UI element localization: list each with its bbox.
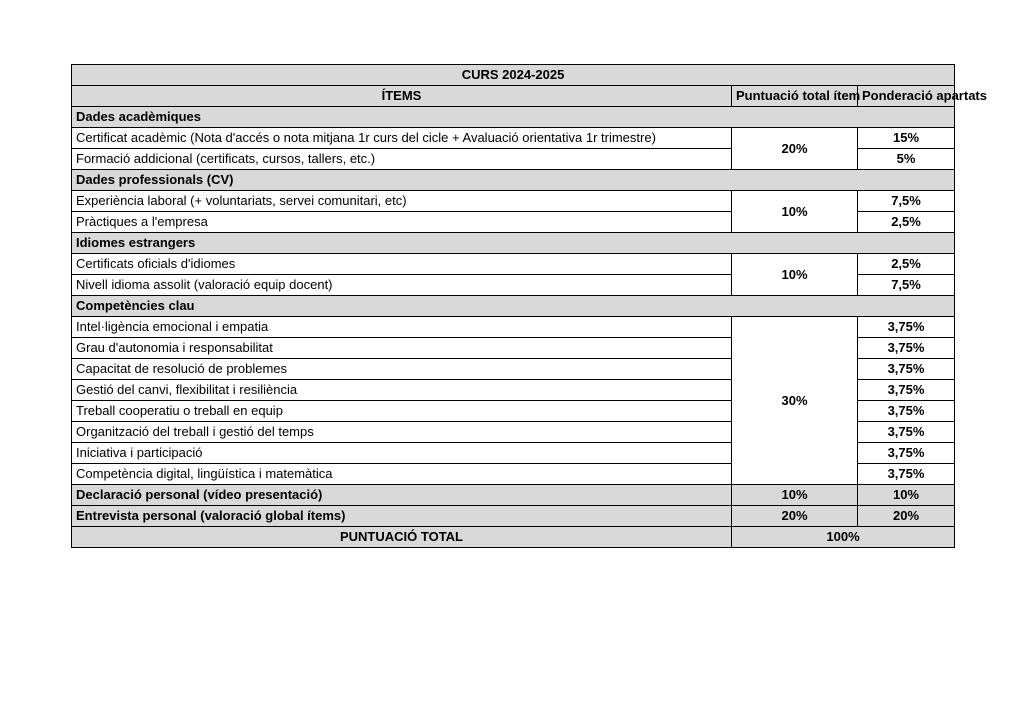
item-weight: 3,75%: [858, 359, 955, 380]
item-label: Certificats oficials d'idiomes: [72, 254, 732, 275]
section-total: 10%: [732, 254, 858, 296]
footer-label: PUNTUACIÓ TOTAL: [72, 527, 732, 548]
footer-row: [72, 527, 955, 548]
item-weight: 2,5%: [858, 212, 955, 233]
item-label: Formació addicional (certificats, cursos, tallers, etc.): [72, 149, 732, 170]
item-label: Competència digital, lingüística i matemàtica: [72, 464, 732, 485]
section-title: Dades acadèmiques: [72, 107, 955, 128]
item-weight: 3,75%: [858, 422, 955, 443]
header-total-score: Puntuació total ítem: [732, 86, 858, 107]
extra-row: [72, 485, 955, 506]
course-title: CURS 2024-2025: [72, 65, 955, 86]
item-weight: 3,75%: [858, 380, 955, 401]
item-label: Capacitat de resolució de problemes: [72, 359, 732, 380]
table-row: [72, 317, 955, 338]
table-row: [72, 254, 955, 275]
header-weighting: Ponderació apartats: [858, 86, 955, 107]
item-weight: 5%: [858, 149, 955, 170]
section-total: 20%: [732, 128, 858, 170]
item-weight: 3,75%: [858, 464, 955, 485]
table-row: [72, 191, 955, 212]
table-row: [72, 128, 955, 149]
section-total: 10%: [732, 191, 858, 233]
item-weight: 7,5%: [858, 191, 955, 212]
item-label: Certificat acadèmic (Nota d'accés o nota mitjana 1r curs del cicle + Avaluació orientativa 1r trimestre): [72, 128, 732, 149]
extra-total: 10%: [732, 485, 858, 506]
item-label: Experiència laboral (+ voluntariats, servei comunitari, etc): [72, 191, 732, 212]
item-weight: 15%: [858, 128, 955, 149]
section-row: [72, 170, 955, 191]
item-weight: 7,5%: [858, 275, 955, 296]
extra-total: 20%: [732, 506, 858, 527]
item-label: Treball cooperatiu o treball en equip: [72, 401, 732, 422]
section-total: 30%: [732, 317, 858, 485]
header-row: [72, 86, 955, 107]
extra-row: [72, 506, 955, 527]
course-title-row: [72, 65, 955, 86]
item-label: Grau d'autonomia i responsabilitat: [72, 338, 732, 359]
scoring-table: [71, 64, 987, 548]
extra-weight: 20%: [858, 506, 955, 527]
section-title: Dades professionals (CV): [72, 170, 955, 191]
item-weight: 3,75%: [858, 401, 955, 422]
item-label: Pràctiques a l'empresa: [72, 212, 732, 233]
extra-label: Entrevista personal (valoració global ítems): [72, 506, 732, 527]
extra-label: Declaració personal (vídeo presentació): [72, 485, 732, 506]
item-weight: 3,75%: [858, 338, 955, 359]
item-weight: 3,75%: [858, 317, 955, 338]
item-label: Organització del treball i gestió del temps: [72, 422, 732, 443]
footer-total: 100%: [732, 527, 955, 548]
item-label: Iniciativa i participació: [72, 443, 732, 464]
section-title: Competències clau: [72, 296, 955, 317]
section-title: Idiomes estrangers: [72, 233, 955, 254]
item-label: Intel·ligència emocional i empatia: [72, 317, 732, 338]
item-weight: 2,5%: [858, 254, 955, 275]
header-items: ÍTEMS: [72, 86, 732, 107]
section-row: [72, 296, 955, 317]
section-row: [72, 233, 955, 254]
item-label: Nivell idioma assolit (valoració equip docent): [72, 275, 732, 296]
section-row: [72, 107, 955, 128]
extra-weight: 10%: [858, 485, 955, 506]
item-label: Gestió del canvi, flexibilitat i resiliència: [72, 380, 732, 401]
item-weight: 3,75%: [858, 443, 955, 464]
